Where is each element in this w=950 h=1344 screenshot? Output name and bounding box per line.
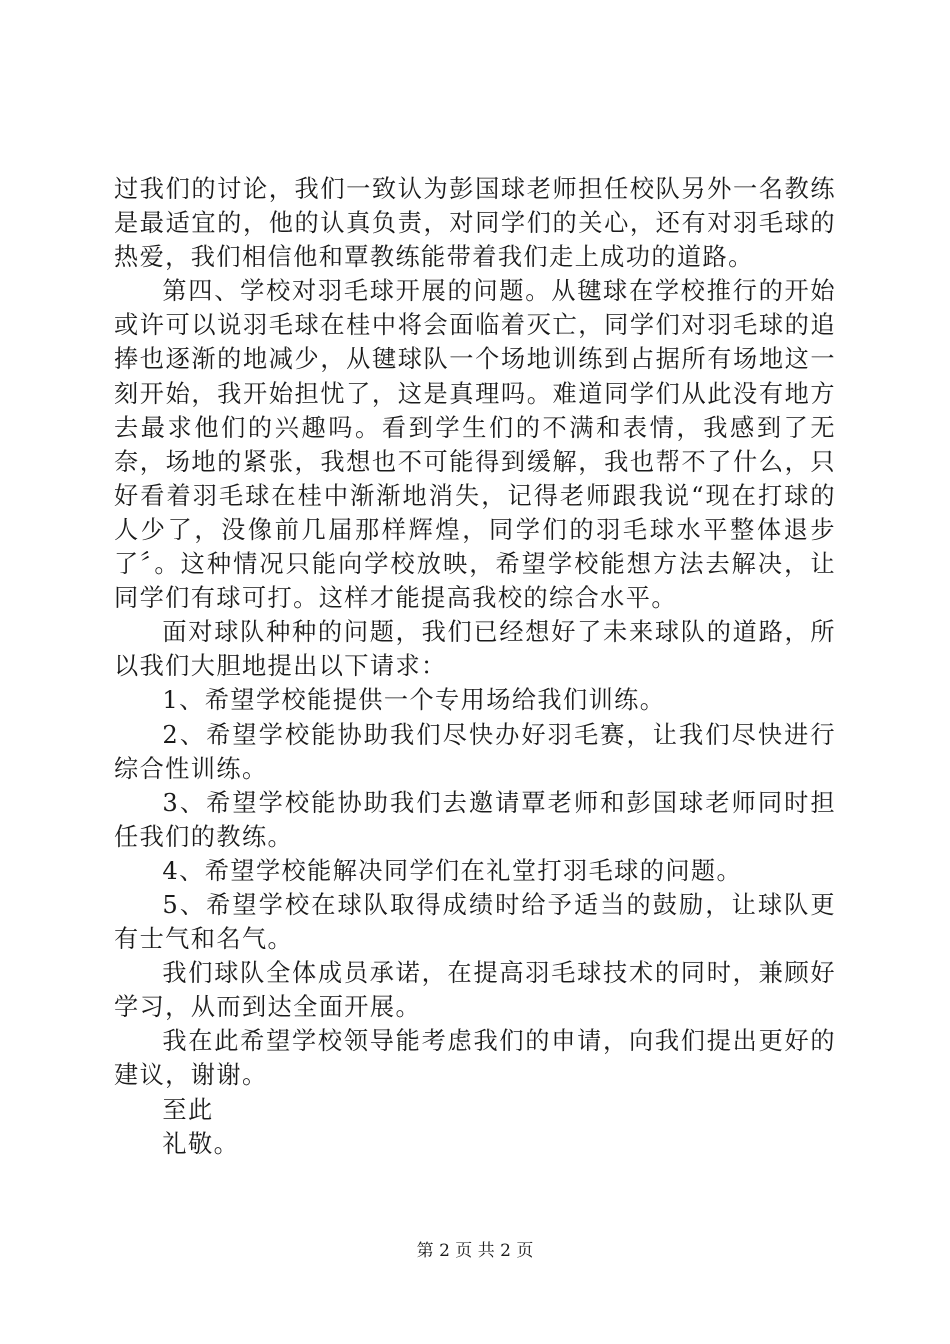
- paragraph-request: 我在此希望学校领导能考虑我们的申请，向我们提出更好的建议，谢谢。: [114, 1027, 836, 1090]
- request-item-1: 1、希望学校能提供一个专用场给我们训练。: [162, 686, 666, 715]
- closing-line-2: 礼敬。: [162, 1129, 240, 1158]
- request-item-4: 4、希望学校能解决同学们在礼堂打羽毛球的问题。: [162, 856, 743, 885]
- page-number-footer: 第 2 页 共 2 页: [416, 1241, 534, 1261]
- document-body: [114, 172, 836, 1161]
- request-item-3: 3、希望学校能协助我们去邀请覃老师和彭国球老师同时担任我们的教练。: [114, 788, 836, 851]
- paragraph-2: 第四、学校对羽毛球开展的问题。从毽球在学校推行的开始或许可以说羽毛球在桂中将会面临着灭亡，同学们对羽毛球的追捧也逐渐的地减少，从毽球队一个场地训练到占据所有场地这一刻开始，我开始担忧了，这是真理吗。难道同学们从此没有地方去最求他们的兴趣吗。看到学生们的不满和表情，我感到了无奈，场地的紧张，我想也不可能得到缓解，我也帮不了什么，只好看着羽毛球在桂中渐渐地消失，记得老师跟我说“现在打球的人少了，没像前几届那样辉煌，同学们的羽毛球水平整体退步了〞。这种情况只能向学校放映，希望学校能想方法去解决，让同学们有球可打。这样才能提高我校的综合水平。: [114, 277, 836, 613]
- paragraph-3: 面对球队种种的问题，我们已经想好了未来球队的道路，所以我们大胆地提出以下请求：: [114, 618, 836, 681]
- closing-line-1: 至此: [162, 1095, 214, 1124]
- paragraph-commitment: 我们球队全体成员承诺，在提高羽毛球技术的同时，兼顾好学习，从而到达全面开展。: [114, 959, 836, 1022]
- request-item-2: 2、希望学校能协助我们尽快办好羽毛赛，让我们尽快进行综合性训练。: [114, 720, 836, 783]
- request-item-5: 5、希望学校在球队取得成绩时给予适当的鼓励，让球队更有士气和名气。: [114, 890, 836, 954]
- paragraph-1: 过我们的讨论，我们一致认为彭国球老师担任校队另外一名教练是最适宜的，他的认真负责，对同学们的关心，还有对羽毛球的热爱，我们相信他和覃教练能带着我们走上成功的道路。: [114, 175, 836, 272]
